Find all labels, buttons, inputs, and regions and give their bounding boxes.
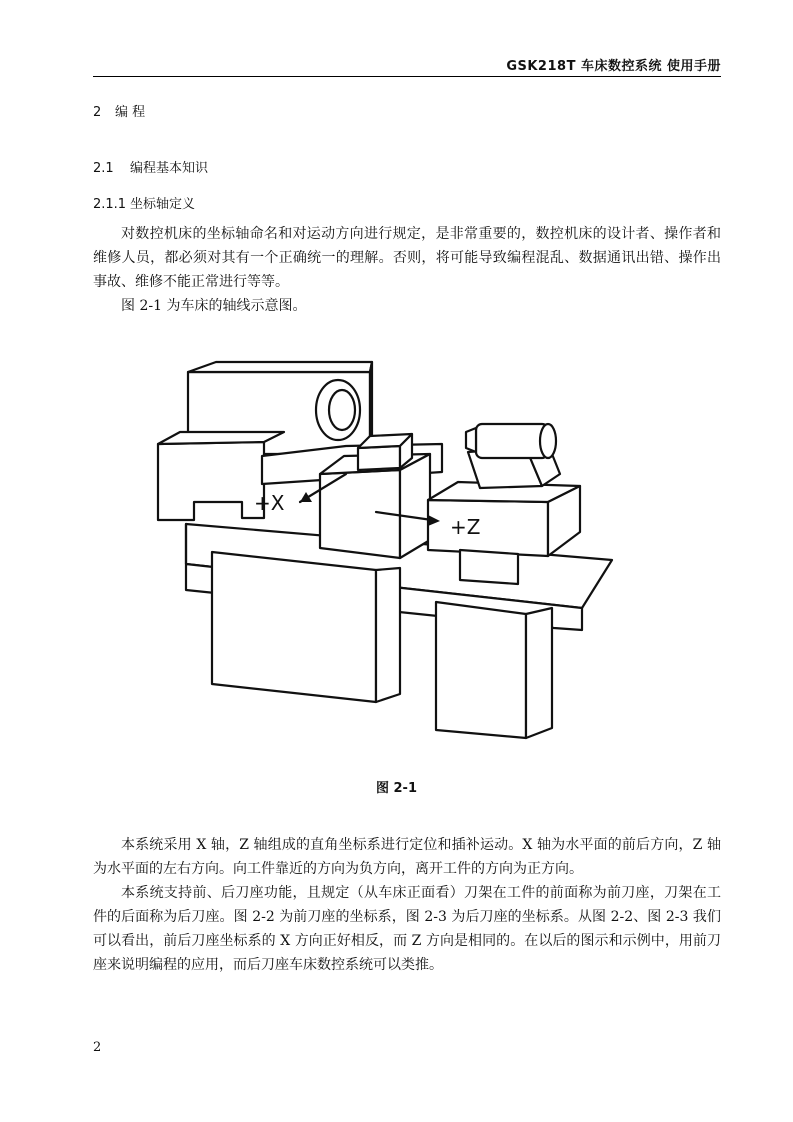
gearbox-front: [158, 442, 264, 520]
lathe-left-leg-side: [376, 568, 400, 702]
figure-caption: 图 2-1: [375, 781, 417, 796]
paragraph-coordinate-system: 本系统采用 X 轴，Z 轴组成的直角坐标系进行定位和插补运动。X 轴为水平面的前后方向，Z 轴为水平面的左右方向。向工件靠近的方向为负方向，离开工件的方向为正方向。: [93, 837, 721, 877]
running-header-title: GSK218T 车床数控系统 使用手册: [506, 59, 721, 74]
page-number: 2: [93, 1040, 102, 1055]
chapter-number: 2: [93, 105, 102, 120]
section-heading-2-1: [93, 157, 208, 176]
subsection-title: 坐标轴定义: [130, 197, 196, 212]
carriage-side: [400, 454, 430, 558]
lathe-left-leg: [212, 552, 376, 702]
section-heading-2-1-1: [93, 193, 195, 212]
z-axis-label: +Z: [450, 515, 481, 539]
tailstock-center: [466, 428, 476, 452]
tailstock-lower-block: [460, 550, 518, 584]
header-rule: [93, 76, 721, 77]
body-paragraphs: [93, 833, 721, 977]
chapter-heading: [93, 101, 145, 120]
paragraph-axis-definition: 对数控机床的坐标轴命名和对运动方向进行规定，是非常重要的，数控机床的设计者、操作者和维修人员，都必须对其有一个正确统一的理解。否则，将可能导致编程混乱、数据通讯出错、操作出事故、维修不能正常进行等等。: [93, 226, 721, 290]
paragraph-tool-post: 本系统支持前、后刀座功能，且规定（从车床正面看）刀架在工件的前面称为前刀座，刀架在工件的后面称为后刀座。图 2-2 为前刀座的坐标系，图 2-3 为后刀座的坐标系。从图 2-2、图 2-3 我们可以看出，前后刀座坐标系的 X 方向正好相反，而 Z 方向是相同的。在以后的图示和示例中，用前刀座来说明编程的应用，而后刀座车床数控系统可以类推。: [93, 885, 721, 973]
chapter-title: 编 程: [115, 105, 146, 120]
lathe-axis-figure: [150, 352, 630, 752]
subsection-number: 2.1.1: [93, 197, 127, 212]
spindle-chuck-inner: [329, 390, 355, 430]
headstock-top: [188, 362, 372, 372]
lathe-right-leg-side: [526, 608, 552, 738]
x-axis-label: +X: [254, 491, 285, 515]
intro-paragraphs: [93, 222, 721, 318]
section-title: 编程基本知识: [130, 161, 209, 176]
lathe-diagram: [150, 352, 630, 752]
tool-post-front: [358, 446, 400, 470]
tailstock-quill: [476, 424, 548, 458]
tailstock-quill-end: [540, 424, 556, 458]
tailstock-base-front: [428, 500, 548, 556]
section-number: 2.1: [93, 161, 114, 176]
gearbox-top: [158, 432, 284, 444]
paragraph-figure-reference: 图 2-1 为车床的轴线示意图。: [121, 298, 307, 314]
lathe-right-leg: [436, 602, 526, 738]
